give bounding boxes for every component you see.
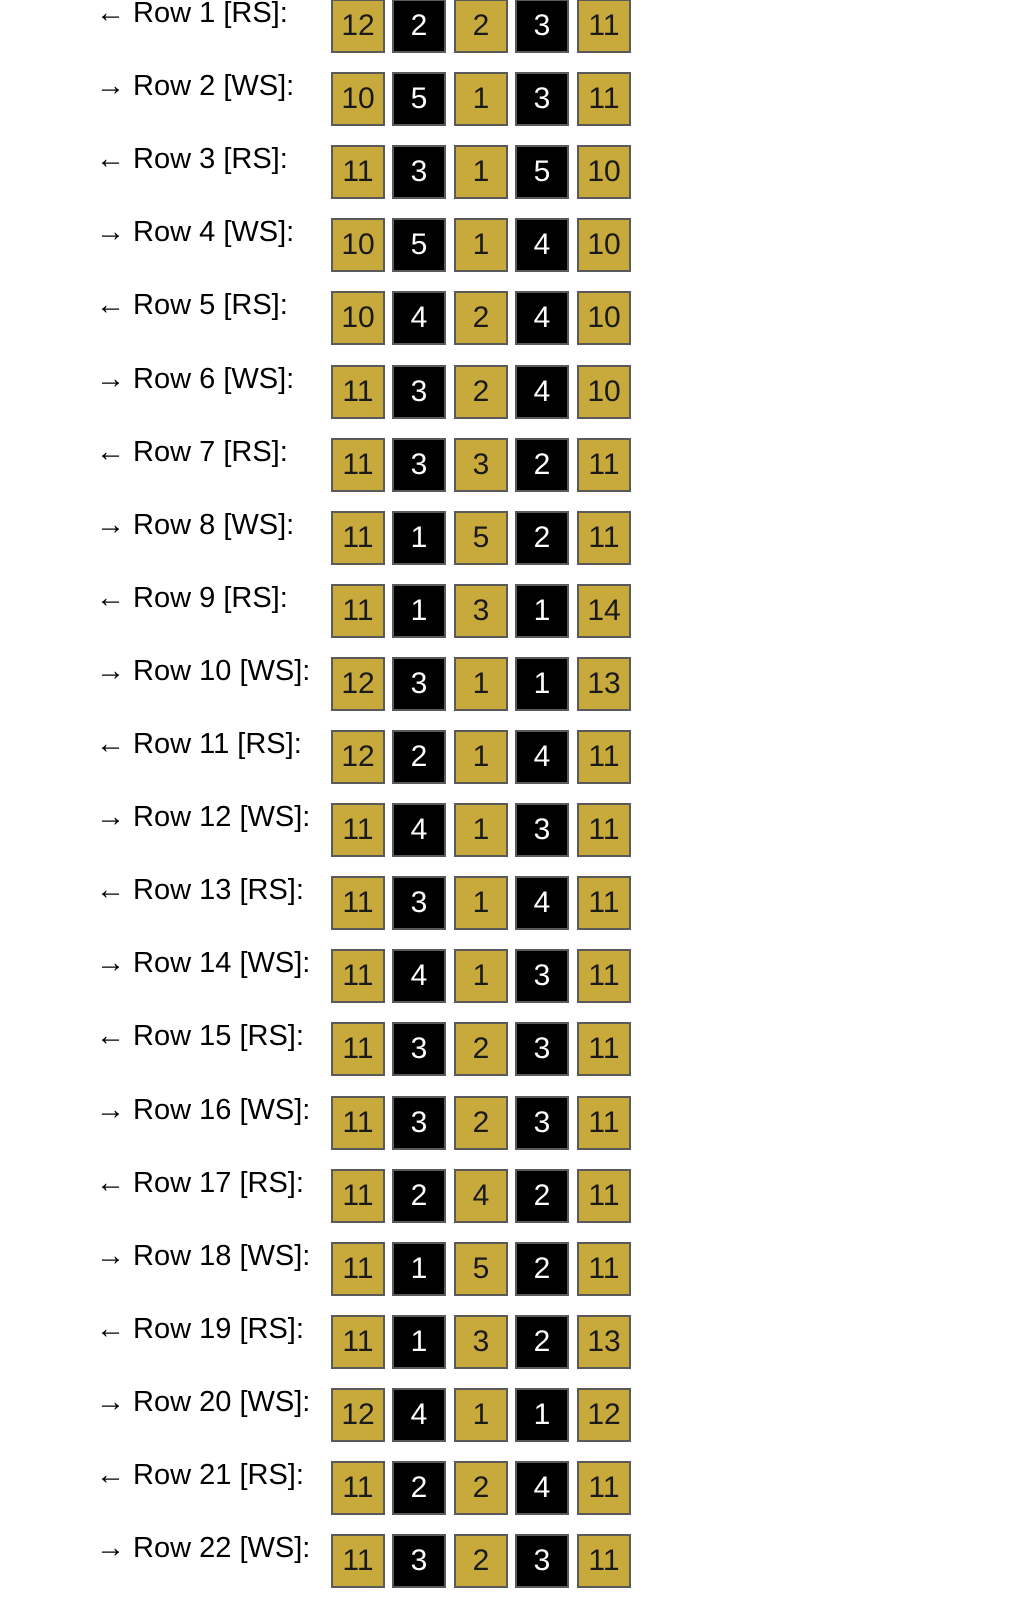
gold-stitch-count-cell: 1: [454, 949, 508, 1003]
black-stitch-count-cell: 3: [392, 1022, 446, 1076]
black-stitch-count-cell: 3: [515, 1096, 569, 1150]
black-stitch-count-cell: 3: [515, 72, 569, 126]
gold-stitch-count-cell: 12: [331, 1388, 385, 1442]
gold-stitch-count-cell: 3: [454, 1315, 508, 1369]
black-stitch-count-cell: 2: [392, 1169, 446, 1223]
gold-stitch-count-cell: 2: [454, 1096, 508, 1150]
gold-stitch-count-cell: 11: [331, 1169, 385, 1223]
black-stitch-count-cell: 4: [515, 1461, 569, 1515]
gold-stitch-count-cell: 2: [454, 1461, 508, 1515]
chart-row: [0, 1093, 1029, 1169]
row-label: → Row 16 [WS]:: [96, 1093, 311, 1126]
black-stitch-count-cell: 2: [515, 511, 569, 565]
chart-row: [0, 654, 1029, 730]
gold-stitch-count-cell: 11: [331, 1022, 385, 1076]
black-stitch-count-cell: 3: [515, 1022, 569, 1076]
gold-stitch-count-cell: 1: [454, 72, 508, 126]
chart-row: [0, 1166, 1029, 1242]
chart-row: [0, 1461, 1029, 1534]
black-stitch-count-cell: 3: [515, 1534, 569, 1588]
black-stitch-count-cell: 4: [392, 291, 446, 345]
gold-stitch-count-cell: 1: [454, 657, 508, 711]
black-stitch-count-cell: 3: [392, 657, 446, 711]
row-label: ← Row 17 [RS]:: [96, 1166, 304, 1199]
gold-stitch-count-cell: 11: [331, 438, 385, 492]
black-stitch-count-cell: 4: [515, 365, 569, 419]
black-stitch-count-cell: 5: [392, 218, 446, 272]
chart-row: [0, 803, 1029, 876]
black-stitch-count-cell: 5: [392, 72, 446, 126]
row-label: → Row 14 [WS]:: [96, 947, 311, 980]
chart-row: [0, 1385, 1029, 1461]
gold-stitch-count-cell: 11: [331, 803, 385, 857]
row-label: ← Row 5 [RS]:: [96, 289, 288, 322]
gold-stitch-count-cell: 1: [454, 1388, 508, 1442]
gold-stitch-count-cell: 13: [577, 1315, 631, 1369]
gold-stitch-count-cell: 10: [331, 218, 385, 272]
chart-row: [0, 218, 1029, 291]
black-stitch-count-cell: 4: [392, 803, 446, 857]
chart-row: [0, 949, 1029, 1022]
row-label: ← Row 9 [RS]:: [96, 581, 288, 614]
gold-stitch-count-cell: 10: [577, 365, 631, 419]
gold-stitch-count-cell: 11: [577, 72, 631, 126]
gold-stitch-count-cell: 11: [577, 1169, 631, 1223]
row-label: ← Row 13 [RS]:: [96, 874, 304, 907]
gold-stitch-count-cell: 11: [577, 511, 631, 565]
gold-stitch-count-cell: 12: [577, 1388, 631, 1442]
black-stitch-count-cell: 3: [392, 365, 446, 419]
chart-row: [0, 1022, 1029, 1095]
chart-row: [0, 730, 1029, 803]
gold-stitch-count-cell: 1: [454, 803, 508, 857]
gold-stitch-count-cell: 2: [454, 1022, 508, 1076]
gold-stitch-count-cell: 10: [577, 145, 631, 199]
gold-stitch-count-cell: 4: [454, 1169, 508, 1223]
black-stitch-count-cell: 2: [392, 1461, 446, 1515]
black-stitch-count-cell: 4: [392, 949, 446, 1003]
gold-stitch-count-cell: 12: [331, 657, 385, 711]
row-label: ← Row 11 [RS]:: [96, 728, 302, 760]
row-label: → Row 8 [WS]:: [96, 508, 295, 541]
row-label: → Row 4 [WS]:: [96, 216, 295, 249]
black-stitch-count-cell: 2: [515, 1315, 569, 1369]
gold-stitch-count-cell: 10: [577, 218, 631, 272]
gold-stitch-count-cell: 1: [454, 876, 508, 930]
row-label: ← Row 19 [RS]:: [96, 1312, 304, 1345]
gold-stitch-count-cell: 1: [454, 218, 508, 272]
black-stitch-count-cell: 3: [392, 1534, 446, 1588]
row-label: ← Row 3 [RS]:: [96, 143, 288, 176]
gold-stitch-count-cell: 12: [331, 730, 385, 784]
black-stitch-count-cell: 4: [515, 291, 569, 345]
black-stitch-count-cell: 2: [392, 0, 446, 53]
black-stitch-count-cell: 1: [515, 657, 569, 711]
black-stitch-count-cell: 1: [392, 1315, 446, 1369]
chart-row: [0, 876, 1029, 949]
chart-row: [0, 72, 1029, 145]
gold-stitch-count-cell: 5: [454, 1242, 508, 1296]
gold-stitch-count-cell: 11: [331, 876, 385, 930]
gold-stitch-count-cell: 11: [577, 876, 631, 930]
black-stitch-count-cell: 1: [392, 1242, 446, 1296]
gold-stitch-count-cell: 11: [577, 730, 631, 784]
chart-row: [0, 1534, 1029, 1607]
gold-stitch-count-cell: 14: [577, 584, 631, 638]
black-stitch-count-cell: 3: [515, 0, 569, 53]
black-stitch-count-cell: 2: [515, 1242, 569, 1296]
gold-stitch-count-cell: 11: [331, 1534, 385, 1588]
gold-stitch-count-cell: 2: [454, 0, 508, 53]
row-label: ← Row 15 [RS]:: [96, 1020, 304, 1053]
gold-stitch-count-cell: 11: [331, 145, 385, 199]
black-stitch-count-cell: 1: [515, 1388, 569, 1442]
black-stitch-count-cell: 3: [392, 438, 446, 492]
black-stitch-count-cell: 3: [392, 145, 446, 199]
black-stitch-count-cell: 5: [515, 145, 569, 199]
row-label: → Row 12 [WS]:: [96, 801, 311, 834]
chart-row: [0, 1239, 1029, 1315]
gold-stitch-count-cell: 2: [454, 291, 508, 345]
gold-stitch-count-cell: 3: [454, 584, 508, 638]
gold-stitch-count-cell: 11: [577, 0, 631, 53]
gold-stitch-count-cell: 11: [577, 1242, 631, 1296]
black-stitch-count-cell: 2: [515, 438, 569, 492]
chart-row: [0, 0, 1029, 72]
row-label: → Row 2 [WS]:: [96, 70, 295, 103]
black-stitch-count-cell: 1: [392, 511, 446, 565]
gold-stitch-count-cell: 11: [577, 803, 631, 857]
chart-row: [0, 145, 1029, 218]
black-stitch-count-cell: 3: [515, 803, 569, 857]
chart-row: [0, 435, 1029, 511]
row-label: ← Row 7 [RS]:: [96, 435, 288, 468]
row-label: → Row 20 [WS]:: [96, 1385, 311, 1418]
gold-stitch-count-cell: 11: [577, 1461, 631, 1515]
black-stitch-count-cell: 4: [515, 730, 569, 784]
gold-stitch-count-cell: 3: [454, 438, 508, 492]
row-label: → Row 18 [WS]:: [96, 1239, 311, 1272]
black-stitch-count-cell: 3: [392, 1096, 446, 1150]
chart-row: [0, 291, 1029, 364]
gold-stitch-count-cell: 5: [454, 511, 508, 565]
black-stitch-count-cell: 4: [392, 1388, 446, 1442]
black-stitch-count-cell: 3: [392, 876, 446, 930]
gold-stitch-count-cell: 11: [577, 949, 631, 1003]
chart-row: [0, 1312, 1029, 1388]
gold-stitch-count-cell: 11: [331, 365, 385, 419]
gold-stitch-count-cell: 2: [454, 365, 508, 419]
black-stitch-count-cell: 2: [515, 1169, 569, 1223]
gold-stitch-count-cell: 11: [331, 1242, 385, 1296]
gold-stitch-count-cell: 1: [454, 730, 508, 784]
gold-stitch-count-cell: 11: [577, 1022, 631, 1076]
gold-stitch-count-cell: 11: [331, 1461, 385, 1515]
chart-row: [0, 581, 1029, 657]
black-stitch-count-cell: 1: [392, 584, 446, 638]
gold-stitch-count-cell: 11: [331, 511, 385, 565]
chart-row: [0, 508, 1029, 584]
gold-stitch-count-cell: 11: [577, 1096, 631, 1150]
black-stitch-count-cell: 2: [392, 730, 446, 784]
gold-stitch-count-cell: 10: [331, 291, 385, 345]
gold-stitch-count-cell: 11: [577, 1534, 631, 1588]
gold-stitch-count-cell: 1: [454, 145, 508, 199]
chart-row: [0, 362, 1029, 438]
row-label: → Row 22 [WS]:: [96, 1532, 311, 1565]
black-stitch-count-cell: 3: [515, 949, 569, 1003]
gold-stitch-count-cell: 10: [577, 291, 631, 345]
black-stitch-count-cell: 4: [515, 876, 569, 930]
gold-stitch-count-cell: 10: [331, 72, 385, 126]
row-label: ← Row 1 [RS]:: [96, 0, 288, 29]
row-label: → Row 6 [WS]:: [96, 362, 295, 395]
gold-stitch-count-cell: 2: [454, 1534, 508, 1588]
gold-stitch-count-cell: 11: [331, 584, 385, 638]
row-label: → Row 10 [WS]:: [96, 654, 311, 687]
black-stitch-count-cell: 4: [515, 218, 569, 272]
gold-stitch-count-cell: 11: [331, 1315, 385, 1369]
gold-stitch-count-cell: 11: [331, 949, 385, 1003]
gold-stitch-count-cell: 12: [331, 0, 385, 53]
gold-stitch-count-cell: 11: [331, 1096, 385, 1150]
gold-stitch-count-cell: 11: [577, 438, 631, 492]
gold-stitch-count-cell: 13: [577, 657, 631, 711]
black-stitch-count-cell: 1: [515, 584, 569, 638]
row-label: ← Row 21 [RS]:: [96, 1459, 304, 1491]
